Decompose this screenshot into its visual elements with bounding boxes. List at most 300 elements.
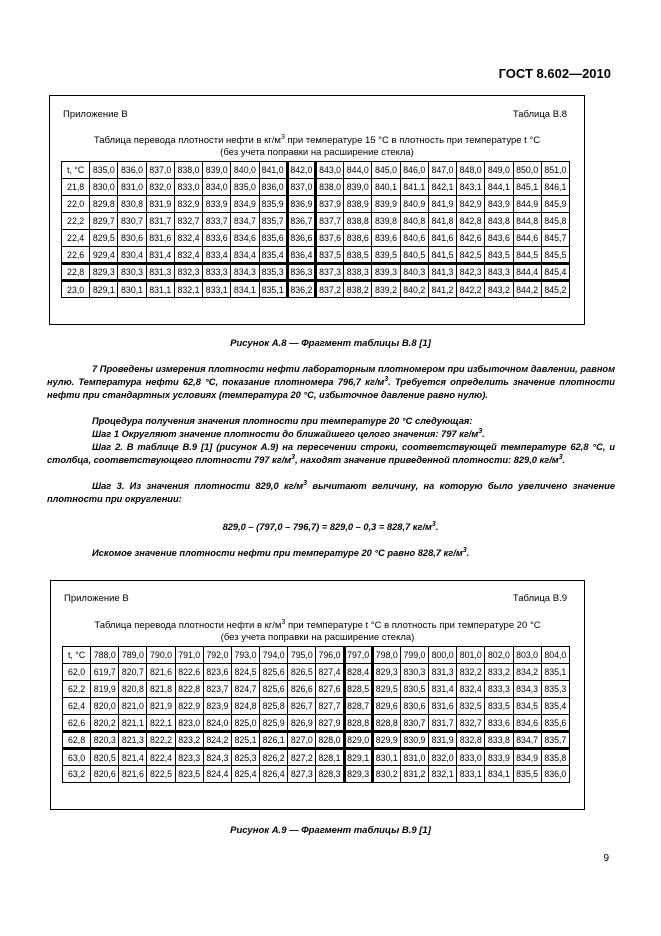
table-cell: 822,5 bbox=[147, 766, 175, 783]
column-header-cell: 800,0 bbox=[429, 647, 457, 664]
table-cell: 834,9 bbox=[513, 749, 541, 766]
row-header-cell: 62,4 bbox=[63, 698, 91, 715]
table-cell: 845,2 bbox=[541, 281, 569, 298]
table-cell: 821,0 bbox=[119, 698, 147, 715]
figure-a9-caption: Рисунок А.9 — Фрагмент таблицы В.9 [1] bbox=[230, 825, 431, 836]
table-cell: 827,0 bbox=[288, 732, 316, 749]
table-cell: 833,1 bbox=[203, 281, 231, 298]
table-cell: 830,0 bbox=[90, 179, 118, 196]
table-cell: 830,5 bbox=[400, 681, 428, 698]
table-cell: 824,5 bbox=[231, 664, 259, 681]
column-header-cell: 851,0 bbox=[541, 162, 569, 179]
table-cell: 831,7 bbox=[146, 213, 174, 230]
table-cell: 827,3 bbox=[288, 766, 316, 783]
table-cell: 845,1 bbox=[513, 179, 541, 196]
table-cell: 829,3 bbox=[372, 664, 400, 681]
table-cell: 842,9 bbox=[457, 196, 485, 213]
table-cell: 828,7 bbox=[344, 698, 372, 715]
table-label: Таблица В.9 bbox=[512, 593, 567, 604]
table-cell: 821,6 bbox=[147, 664, 175, 681]
table-cell: 842,2 bbox=[457, 281, 485, 298]
table-cell: 833,3 bbox=[485, 681, 513, 698]
table-cell: 844,9 bbox=[513, 196, 541, 213]
table-cell: 834,5 bbox=[513, 698, 541, 715]
table-cell: 842,3 bbox=[457, 264, 485, 281]
table-cell: 830,3 bbox=[118, 264, 146, 281]
table-cell: 831,3 bbox=[146, 264, 174, 281]
table-cell: 822,2 bbox=[147, 732, 175, 749]
table-cell: 840,2 bbox=[400, 281, 428, 298]
table-cell: 834,3 bbox=[231, 264, 259, 281]
table-cell: 831,3 bbox=[429, 664, 457, 681]
table-cell: 826,4 bbox=[260, 766, 288, 783]
table-cell: 835,8 bbox=[541, 749, 569, 766]
table-cell: 839,3 bbox=[372, 264, 400, 281]
row-header-cell: 22,8 bbox=[62, 264, 90, 281]
table-cell: 841,1 bbox=[400, 179, 428, 196]
table-cell: 819,9 bbox=[91, 681, 119, 698]
table-cell: 833,9 bbox=[485, 749, 513, 766]
table-cell: 838,5 bbox=[344, 247, 372, 264]
table-cell: 832,1 bbox=[429, 766, 457, 783]
table-cell: 829,1 bbox=[344, 749, 372, 766]
table-cell: 831,0 bbox=[400, 749, 428, 766]
table-cell: 830,3 bbox=[400, 664, 428, 681]
column-header-cell: 796,0 bbox=[316, 647, 344, 664]
table-cell: 832,5 bbox=[457, 698, 485, 715]
table-cell: 832,0 bbox=[146, 179, 174, 196]
row-header-cell: 62,8 bbox=[63, 732, 91, 749]
header-row bbox=[63, 647, 570, 664]
table-cell: 838,0 bbox=[315, 179, 343, 196]
table-cell: 846,1 bbox=[541, 179, 569, 196]
table-cell: 835,5 bbox=[513, 766, 541, 783]
table-cell: 833,4 bbox=[203, 247, 231, 264]
table-cell: 845,5 bbox=[541, 247, 569, 264]
table-cell: 838,8 bbox=[344, 213, 372, 230]
table-cell: 829,3 bbox=[344, 766, 372, 783]
table-cell: 829,9 bbox=[372, 732, 400, 749]
table-cell: 833,0 bbox=[457, 749, 485, 766]
column-header-cell: 798,0 bbox=[372, 647, 400, 664]
table-row bbox=[62, 281, 570, 298]
table-cell: 842,1 bbox=[428, 179, 456, 196]
table-cell: 835,1 bbox=[259, 281, 287, 298]
column-header-cell: 847,0 bbox=[428, 162, 456, 179]
table-cell: 834,6 bbox=[231, 230, 259, 247]
column-header-cell: 803,0 bbox=[513, 647, 541, 664]
table-cell: 836,3 bbox=[287, 264, 315, 281]
table-cell: 836,2 bbox=[287, 281, 315, 298]
table-cell: 843,3 bbox=[485, 264, 513, 281]
table-cell: 839,2 bbox=[372, 281, 400, 298]
table-cell: 836,9 bbox=[287, 196, 315, 213]
table-cell: 822,6 bbox=[175, 664, 203, 681]
row-header-cell: 63,2 bbox=[63, 766, 91, 783]
column-header-cell: 793,0 bbox=[231, 647, 259, 664]
table-cell: 820,6 bbox=[91, 766, 119, 783]
table-cell: 820,5 bbox=[91, 749, 119, 766]
table-cell: 833,5 bbox=[485, 698, 513, 715]
row-header-cell: 22,2 bbox=[62, 213, 90, 230]
table-cell: 831,4 bbox=[429, 681, 457, 698]
table-cell: 834,1 bbox=[231, 281, 259, 298]
table-row bbox=[63, 766, 570, 783]
column-header-cell: 844,0 bbox=[344, 162, 372, 179]
table-cell: 836,7 bbox=[287, 213, 315, 230]
table-cell: 835,1 bbox=[541, 664, 569, 681]
table-cell: 839,0 bbox=[344, 179, 372, 196]
table-cell: 829,3 bbox=[90, 264, 118, 281]
table-row bbox=[62, 230, 570, 247]
table-cell: 823,3 bbox=[175, 749, 203, 766]
table-cell: 827,2 bbox=[288, 749, 316, 766]
table-cell: 824,8 bbox=[231, 698, 259, 715]
column-header-cell: 841,0 bbox=[259, 162, 287, 179]
table-cell: 835,6 bbox=[541, 715, 569, 732]
table-cell: 833,0 bbox=[174, 179, 202, 196]
table-cell: 820,7 bbox=[119, 664, 147, 681]
table-cell: 840,3 bbox=[400, 264, 428, 281]
table-cell: 831,9 bbox=[146, 196, 174, 213]
table-cell: 828,1 bbox=[316, 749, 344, 766]
table-cell: 832,7 bbox=[457, 715, 485, 732]
table-cell: 834,9 bbox=[231, 196, 259, 213]
row-header-cell: 22,0 bbox=[62, 196, 90, 213]
table-cell: 830,1 bbox=[118, 281, 146, 298]
table-cell: 823,0 bbox=[175, 715, 203, 732]
table-cell: 833,9 bbox=[203, 196, 231, 213]
step-3: Шаг 3. Из значения плотности 829,0 $кг/м^3$ вычитают величину, на которую было увеличено значение плотности при округлении: bbox=[47, 479, 615, 505]
row-header-cell: 62,2 bbox=[63, 681, 91, 698]
table-cell: 837,6 bbox=[315, 230, 343, 247]
table-cell: 832,2 bbox=[457, 664, 485, 681]
column-header-cell: 838,0 bbox=[174, 162, 202, 179]
column-header-cell: 836,0 bbox=[118, 162, 146, 179]
table-cell: 826,1 bbox=[260, 732, 288, 749]
table-cell: 843,8 bbox=[485, 213, 513, 230]
table-row bbox=[63, 664, 570, 681]
table-cell: 831,0 bbox=[118, 179, 146, 196]
density-table-b8 bbox=[61, 161, 570, 298]
table-cell: 821,3 bbox=[119, 732, 147, 749]
corner-header-cell: t, °С bbox=[63, 647, 91, 664]
table-cell: 826,5 bbox=[288, 664, 316, 681]
column-header-cell: 846,0 bbox=[400, 162, 428, 179]
table-cell: 838,6 bbox=[344, 230, 372, 247]
table-cell: 840,5 bbox=[400, 247, 428, 264]
column-header-cell: 842,0 bbox=[287, 162, 315, 179]
table-cell: 829,8 bbox=[90, 196, 118, 213]
table-cell: 843,2 bbox=[485, 281, 513, 298]
table-cell: 838,9 bbox=[344, 196, 372, 213]
table-cell: 822,9 bbox=[175, 698, 203, 715]
table-cell: 833,8 bbox=[485, 732, 513, 749]
table-cell: 831,1 bbox=[146, 281, 174, 298]
page-number: 9 bbox=[603, 853, 609, 864]
table-cell: 837,9 bbox=[315, 196, 343, 213]
table-cell: 836,0 bbox=[541, 766, 569, 783]
column-header-cell: 789,0 bbox=[119, 647, 147, 664]
column-header-cell: 790,0 bbox=[147, 647, 175, 664]
table-cell: 828,4 bbox=[344, 664, 372, 681]
table-cell: 822,1 bbox=[147, 715, 175, 732]
table-row bbox=[63, 732, 570, 749]
table-cell: 829,7 bbox=[90, 213, 118, 230]
table-cell: 827,9 bbox=[316, 715, 344, 732]
table-cell: 844,6 bbox=[513, 230, 541, 247]
table-cell: 825,4 bbox=[231, 766, 259, 783]
table-cell: 837,2 bbox=[315, 281, 343, 298]
table-row bbox=[62, 247, 570, 264]
table-cell: 832,7 bbox=[174, 213, 202, 230]
appendix-label: Приложение В bbox=[63, 109, 128, 120]
table-cell: 827,4 bbox=[316, 664, 344, 681]
figure-a8-caption: Рисунок А.8 — Фрагмент таблицы В.8 [1] bbox=[230, 338, 431, 349]
table-cell: 825,8 bbox=[260, 698, 288, 715]
column-header-cell: 804,0 bbox=[541, 647, 569, 664]
table-cell: 833,3 bbox=[203, 264, 231, 281]
table-cell: 835,7 bbox=[259, 213, 287, 230]
standard-header: ГОСТ 8.602—2010 bbox=[498, 66, 611, 81]
column-header-cell: 837,0 bbox=[146, 162, 174, 179]
result-statement: Искомое значение плотности нефти при температуре 20 °С равно 828,7 $кг/м^3$. bbox=[92, 546, 470, 558]
table-cell: 823,6 bbox=[203, 664, 231, 681]
table-cell: 843,5 bbox=[485, 247, 513, 264]
table-cell: 832,4 bbox=[457, 681, 485, 698]
table-cell: 835,7 bbox=[541, 732, 569, 749]
column-header-cell: 839,0 bbox=[203, 162, 231, 179]
table-title: Таблица перевода плотности нефти в $кг/м^3$ при температуре 15 °С в плотность при температуре t °С (без учета поправки на расширение стекла) bbox=[93, 134, 541, 159]
table-cell: 836,0 bbox=[259, 179, 287, 196]
table-cell: 839,5 bbox=[372, 247, 400, 264]
table-cell: 830,2 bbox=[372, 766, 400, 783]
table-cell: 834,6 bbox=[513, 715, 541, 732]
table-cell: 831,7 bbox=[429, 715, 457, 732]
table-cell: 828,5 bbox=[344, 681, 372, 698]
table-cell: 823,2 bbox=[175, 732, 203, 749]
table-cell: 822,8 bbox=[175, 681, 203, 698]
table-cell: 821,1 bbox=[119, 715, 147, 732]
table-cell: 834,1 bbox=[485, 766, 513, 783]
table-cell: 833,6 bbox=[203, 230, 231, 247]
table-cell: 831,2 bbox=[400, 766, 428, 783]
table-cell: 830,6 bbox=[400, 698, 428, 715]
table-cell: 830,8 bbox=[118, 196, 146, 213]
table-cell: 832,4 bbox=[174, 230, 202, 247]
header-row bbox=[62, 162, 570, 179]
table-cell: 831,4 bbox=[146, 247, 174, 264]
table-cell: 826,9 bbox=[288, 715, 316, 732]
table-cell: 840,9 bbox=[400, 196, 428, 213]
table-cell: 835,0 bbox=[231, 179, 259, 196]
table-cell: 824,4 bbox=[203, 766, 231, 783]
row-header-cell: 22,6 bbox=[62, 247, 90, 264]
table-cell: 844,1 bbox=[485, 179, 513, 196]
table-cell: 830,9 bbox=[400, 732, 428, 749]
table-cell: 821,6 bbox=[119, 766, 147, 783]
table-cell: 832,4 bbox=[174, 247, 202, 264]
table-cell: 834,7 bbox=[231, 213, 259, 230]
table-cell: 829,5 bbox=[372, 681, 400, 698]
table-cell: 845,9 bbox=[541, 196, 569, 213]
table-cell: 841,5 bbox=[428, 247, 456, 264]
row-header-cell: 62,0 bbox=[63, 664, 91, 681]
table-cell: 834,4 bbox=[231, 247, 259, 264]
table-cell: 832,0 bbox=[429, 749, 457, 766]
table-cell: 831,6 bbox=[146, 230, 174, 247]
table-cell: 827,7 bbox=[316, 698, 344, 715]
row-header-cell: 22,4 bbox=[62, 230, 90, 247]
table-cell: 841,8 bbox=[428, 213, 456, 230]
corner-header-cell: t, °С bbox=[62, 162, 90, 179]
table-cell: 833,6 bbox=[485, 715, 513, 732]
column-header-cell: 843,0 bbox=[315, 162, 343, 179]
column-header-cell: 797,0 bbox=[344, 647, 372, 664]
table-cell: 833,2 bbox=[485, 664, 513, 681]
calculation-formula: 829,0 – (797,0 – 796,7) = 829,0 – 0,3 = 828,7 $кг/м^3$. bbox=[222, 521, 439, 533]
table-cell: 830,7 bbox=[400, 715, 428, 732]
table-cell: 820,8 bbox=[119, 681, 147, 698]
column-header-cell: 795,0 bbox=[288, 647, 316, 664]
table-cell: 833,7 bbox=[203, 213, 231, 230]
step-2: Шаг 2. В таблице В.9 [1] (рисунок А.9) на пересечении строки, соответствующей температуре 62,8 °С, и столбца, соответствующего плотности 797 $кг/м^3$, находят значение приведенной плотности: 829,0 $кг/м^3$. bbox=[47, 442, 615, 466]
table-cell: 830,7 bbox=[118, 213, 146, 230]
table-cell: 824,3 bbox=[203, 749, 231, 766]
column-header-cell: 788,0 bbox=[91, 647, 119, 664]
table-cell: 835,3 bbox=[259, 264, 287, 281]
table-title: Таблица перевода плотности нефти в $кг/м^3$ при температуре t °С в плотность при температуре 20 °С (без учета поправки на расширение стекла) bbox=[94, 619, 541, 644]
row-header-cell: 62,6 bbox=[63, 715, 91, 732]
table-cell: 841,6 bbox=[428, 230, 456, 247]
table-cell: 829,6 bbox=[372, 698, 400, 715]
column-header-cell: 835,0 bbox=[90, 162, 118, 179]
paragraph-7: 7 Проведены измерения плотности нефти лабораторным плотномером при избыточном давлении, равном нулю. Температура нефти 62,8 °С, показание плотномера 796,7 $кг/м^3$. Требуется определить значение плотности нефти при стандартных условиях (температура 20 °С, избыточное давление равно нулю). bbox=[47, 364, 615, 401]
table-cell: 840,6 bbox=[400, 230, 428, 247]
table-cell: 820,2 bbox=[91, 715, 119, 732]
table-cell: 821,8 bbox=[147, 681, 175, 698]
table-cell: 832,1 bbox=[174, 281, 202, 298]
table-cell: 829,1 bbox=[90, 281, 118, 298]
table-cell: 837,3 bbox=[315, 264, 343, 281]
table-cell: 824,2 bbox=[203, 732, 231, 749]
table-cell: 824,7 bbox=[231, 681, 259, 698]
table-cell: 823,9 bbox=[203, 698, 231, 715]
table-cell: 826,2 bbox=[260, 749, 288, 766]
table-cell: 839,8 bbox=[372, 213, 400, 230]
table-cell: 825,1 bbox=[231, 732, 259, 749]
table-cell: 821,9 bbox=[147, 698, 175, 715]
table-cell: 836,4 bbox=[287, 247, 315, 264]
table-cell: 837,7 bbox=[315, 213, 343, 230]
table-cell: 832,9 bbox=[174, 196, 202, 213]
table-cell: 826,6 bbox=[288, 681, 316, 698]
table-cell: 835,4 bbox=[541, 698, 569, 715]
table-cell: 844,8 bbox=[513, 213, 541, 230]
table-cell: 820,3 bbox=[91, 732, 119, 749]
table-cell: 835,6 bbox=[259, 230, 287, 247]
table-cell: 828,3 bbox=[316, 766, 344, 783]
table-cell: 834,2 bbox=[513, 664, 541, 681]
row-header-cell: 21,8 bbox=[62, 179, 90, 196]
table-row bbox=[63, 681, 570, 698]
table-row bbox=[62, 196, 570, 213]
table-cell: 844,4 bbox=[513, 264, 541, 281]
table-cell: 825,9 bbox=[260, 715, 288, 732]
table-cell: 840,1 bbox=[372, 179, 400, 196]
table-cell: 845,7 bbox=[541, 230, 569, 247]
table-cell: 841,2 bbox=[428, 281, 456, 298]
procedure-intro: Процедура получения значения плотности при температуре 20 °С следующая: bbox=[92, 416, 473, 426]
table-cell: 839,9 bbox=[372, 196, 400, 213]
table-cell: 842,5 bbox=[457, 247, 485, 264]
table-cell: 823,7 bbox=[203, 681, 231, 698]
table-cell: 826,7 bbox=[288, 698, 316, 715]
table-cell: 844,5 bbox=[513, 247, 541, 264]
column-header-cell: 802,0 bbox=[485, 647, 513, 664]
table-cell: 843,1 bbox=[457, 179, 485, 196]
table-row bbox=[62, 264, 570, 281]
table-cell: 828,0 bbox=[316, 732, 344, 749]
table-cell: 839,6 bbox=[372, 230, 400, 247]
table-cell: 837,0 bbox=[287, 179, 315, 196]
column-header-cell: 850,0 bbox=[513, 162, 541, 179]
column-header-cell: 792,0 bbox=[203, 647, 231, 664]
table-cell: 823,5 bbox=[175, 766, 203, 783]
table-row bbox=[63, 715, 570, 732]
column-header-cell: 840,0 bbox=[231, 162, 259, 179]
table-cell: 844,2 bbox=[513, 281, 541, 298]
table-cell: 824,0 bbox=[203, 715, 231, 732]
table-cell: 828,8 bbox=[372, 715, 400, 732]
table-cell: 619,7 bbox=[91, 664, 119, 681]
table-cell: 843,9 bbox=[485, 196, 513, 213]
table-row bbox=[63, 698, 570, 715]
step-1: Шаг 1 Округляют значение плотности до ближайшего целого значения: 797 $кг/м^3$. bbox=[92, 427, 485, 439]
table-cell: 836,6 bbox=[287, 230, 315, 247]
table-row bbox=[62, 179, 570, 196]
table-cell: 825,6 bbox=[260, 664, 288, 681]
table-cell: 831,9 bbox=[429, 732, 457, 749]
table-cell: 840,8 bbox=[400, 213, 428, 230]
table-cell: 827,6 bbox=[316, 681, 344, 698]
table-cell: 838,3 bbox=[344, 264, 372, 281]
column-header-cell: 794,0 bbox=[260, 647, 288, 664]
table-cell: 834,0 bbox=[203, 179, 231, 196]
table-cell: 845,8 bbox=[541, 213, 569, 230]
table-cell: 821,4 bbox=[119, 749, 147, 766]
table-cell: 835,4 bbox=[259, 247, 287, 264]
table-cell: 833,1 bbox=[457, 766, 485, 783]
appendix-label: Приложение В bbox=[64, 593, 129, 604]
table-cell: 832,3 bbox=[174, 264, 202, 281]
table-cell: 845,4 bbox=[541, 264, 569, 281]
table-cell: 829,5 bbox=[90, 230, 118, 247]
table-cell: 835,9 bbox=[259, 196, 287, 213]
table-label: Таблица В.8 bbox=[512, 109, 567, 120]
row-header-cell: 23,0 bbox=[62, 281, 90, 298]
table-cell: 830,6 bbox=[118, 230, 146, 247]
table-cell: 828,8 bbox=[344, 715, 372, 732]
table-cell: 829,0 bbox=[344, 732, 372, 749]
table-cell: 825,0 bbox=[231, 715, 259, 732]
table-cell: 834,3 bbox=[513, 681, 541, 698]
column-header-cell: 801,0 bbox=[457, 647, 485, 664]
table-cell: 843,6 bbox=[485, 230, 513, 247]
table-cell: 830,1 bbox=[372, 749, 400, 766]
table-cell: 842,8 bbox=[457, 213, 485, 230]
table-cell: 835,3 bbox=[541, 681, 569, 698]
